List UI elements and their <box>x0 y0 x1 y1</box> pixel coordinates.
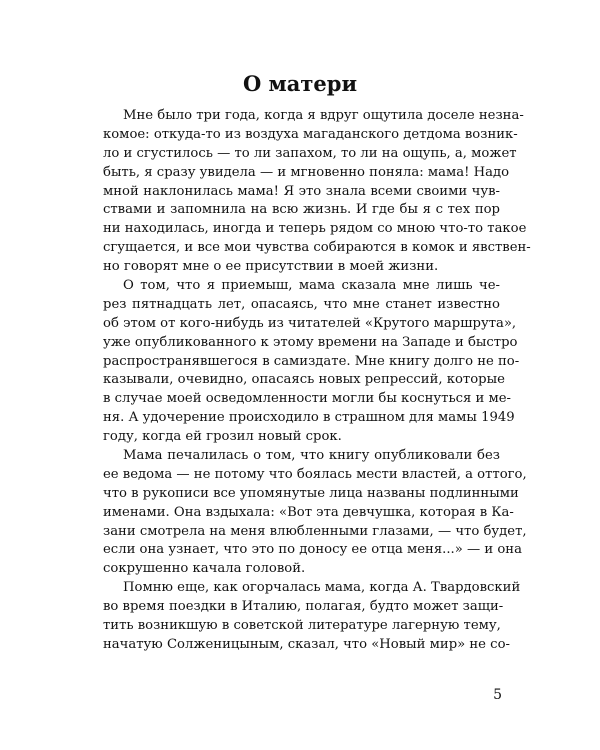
chapter-title: О матери <box>242 71 358 96</box>
text-line: комое: откуда-то из воздуха магаданского детдома возник- <box>103 126 518 142</box>
text-line: ло и сгустилось — то ли запахом, то ли на ощупь, а, может <box>103 145 517 161</box>
text-line: ни находилась, иногда и теперь рядом со мною что-то такое <box>103 221 527 237</box>
text-line: мной наклонилась мама! Я это знала всеми своими чув- <box>103 183 500 199</box>
text-line: именами. Она вздыхала: «Вот эта девчушка, которая в Ка- <box>103 504 514 520</box>
text-line: Мне было три года, когда я вдруг ощутила доселе незна- <box>123 108 524 123</box>
text-line: если она узнает, что это по доносу ее отца меня...» — и она <box>103 542 522 558</box>
text-line: начатую Солженицыным, сказал, что «Новый мир» не со- <box>103 636 510 652</box>
text-line: ствами и запомнила на всю жизнь. И где бы я с тех пор <box>103 202 500 218</box>
body-text <box>103 107 531 655</box>
text-line: но говорят мне о ее присутствии в моей жизни. <box>103 259 439 275</box>
text-line: О том, что я приемыш, мама сказала мне лишь че- <box>123 278 500 294</box>
text-line: ня. А удочерение происходило в страшном для мамы 1949 <box>103 410 515 426</box>
page-number: 5 <box>493 687 502 703</box>
text-line: в случае моей осведомленности могли бы коснуться и ме- <box>103 391 512 407</box>
text-line: уже опубликованного к этому времени на Западе и быстро <box>103 334 518 350</box>
text-line: тить возникшую в советской литературе лагерную тему, <box>103 618 501 634</box>
text-line: Помню еще, как огорчалась мама, когда А. Твардовский <box>123 580 521 596</box>
text-line: распространявшегося в самиздате. Мне книгу долго не по- <box>103 353 520 369</box>
text-line: сокрушенно качала головой. <box>103 561 306 577</box>
text-line: во время поездки в Италию, полагая, будто может защи- <box>103 599 504 615</box>
text-line: году, когда ей грозил новый срок. <box>103 429 342 445</box>
text-line: об этом от кого-нибудь из читателей «Крутого маршрута», <box>103 315 517 331</box>
text-line: казывали, очевидно, опасаясь новых репрессий, которые <box>103 372 505 388</box>
text-line: рез пятнадцать лет, опасаясь, что мне станет известно <box>103 296 500 312</box>
text-line: зани смотрела на меня влюбленными глазами, — что будет, <box>103 523 527 539</box>
text-line: сгущается, и все мои чувства собираются в комок и явствен- <box>103 240 531 256</box>
text-line: быть, я сразу увидела — и мгновенно поняла: мама! Надо <box>103 164 510 180</box>
text-line: что в рукописи все упомянутые лица названы подлинными <box>103 485 519 501</box>
text-line: ее ведома — не потому что боялась мести властей, а оттого, <box>103 466 527 482</box>
text-line: Мама печалилась о том, что книгу опубликовали без <box>123 448 500 464</box>
